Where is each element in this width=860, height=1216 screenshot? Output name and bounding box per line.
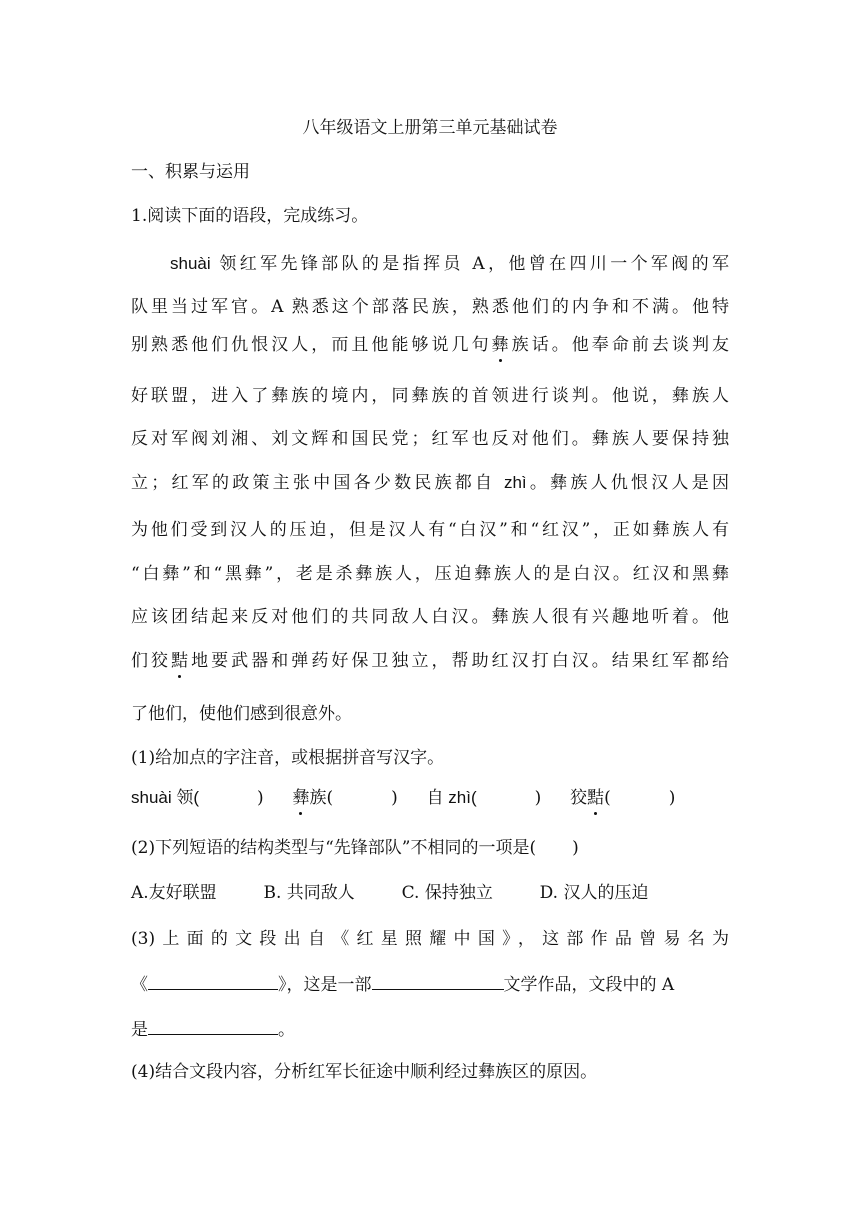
question-1-3-line-1: (3)上面的文段出自《红星照耀中国》，这部作品曾易名为 [131,929,729,949]
person-a-blank[interactable] [148,1017,278,1035]
passage-line-1: shuài 领红军先锋部队的是指挥员 A，他曾在四川一个军阀的军 [170,254,729,274]
page-title: 八年级语文上册第三单元基础试卷 [302,118,558,138]
question-1-1-prompt: (1)给加点的字注音，或根据拼音写汉字。 [131,748,445,768]
passage-line-11: 了他们，使他们感到很意外。 [131,704,352,724]
passage-line-2: 队里当过军官。A 熟悉这个部落民族，熟悉他们的内争和不满。他特 [131,297,729,317]
question-1-4-prompt: (4)结合文段内容，分析红军长征途中顺利经过彝族区的原因。 [131,1062,598,1082]
answer-item-3: 自 zhì( ) [426,788,542,808]
dotted-char-yi: 彝 [491,335,509,355]
question-1-prompt: 1.阅读下面的语段，完成练习。 [131,206,369,226]
passage-line-7: 为他们受到汉人的压迫，但是汉人有“白汉”和“红汉”，正如彝族人有 [131,520,729,540]
question-1-3-line-2: 《 》，这是一部 文学作品，文段中的 A [131,972,674,996]
answer-item-1: shuài 领( ) [131,788,264,808]
passage-line-4: 好联盟，进入了彝族的境内，同彝族的首领进行谈判。他说，彝族人 [131,386,729,406]
option-a[interactable]: A.友好联盟 [131,883,217,903]
passage-line-5: 反对军阀刘湘、刘文辉和国民党；红军也反对他们。彝族人要保持独 [131,429,729,449]
question-1-2-options [131,882,649,904]
answer-item-2: 彝族( ) [292,788,398,808]
pinyin-zhi: zhì [503,473,527,492]
passage-line-10: 们狡黠地要武器和弹药好保卫独立，帮助红汉打白汉。结果红军都给 [131,651,730,671]
question-1-1-answers [131,787,675,809]
passage-line-9: 应该团结起来反对他们的共同敌人白汉。彝族人很有兴趣地听着。他 [131,607,729,627]
option-c[interactable]: C. 保持独立 [401,883,493,903]
answer-item-4: 狡黠( ) [570,788,676,808]
option-d[interactable]: D. 汉人的压迫 [539,883,649,903]
passage-line-6: 立；红军的政策主张中国各少数民族都自 zhì。彝族人仇恨汉人是因 [131,473,730,493]
question-1-3-line-3: 是 。 [131,1017,295,1041]
option-b[interactable]: B. 共同敌人 [263,883,355,903]
passage-line-3: 别熟悉他们仇恨汉人，而且他能够说几句彝族话。他奉命前去谈判友 [131,335,730,355]
dotted-char-xia: 黠 [171,651,189,671]
genre-blank[interactable] [372,972,504,990]
pinyin-shuai: shuài [170,254,211,273]
section-heading: 一、积累与运用 [131,162,250,182]
question-1-2-prompt: (2)下列短语的结构类型与“先锋部队”不相同的一项是( ) [131,838,579,858]
book-alt-title-blank[interactable] [148,972,278,990]
passage-line-8: “白彝”和“黑彝”，老是杀彝族人，压迫彝族人的是白汉。红汉和黑彝 [131,564,729,584]
